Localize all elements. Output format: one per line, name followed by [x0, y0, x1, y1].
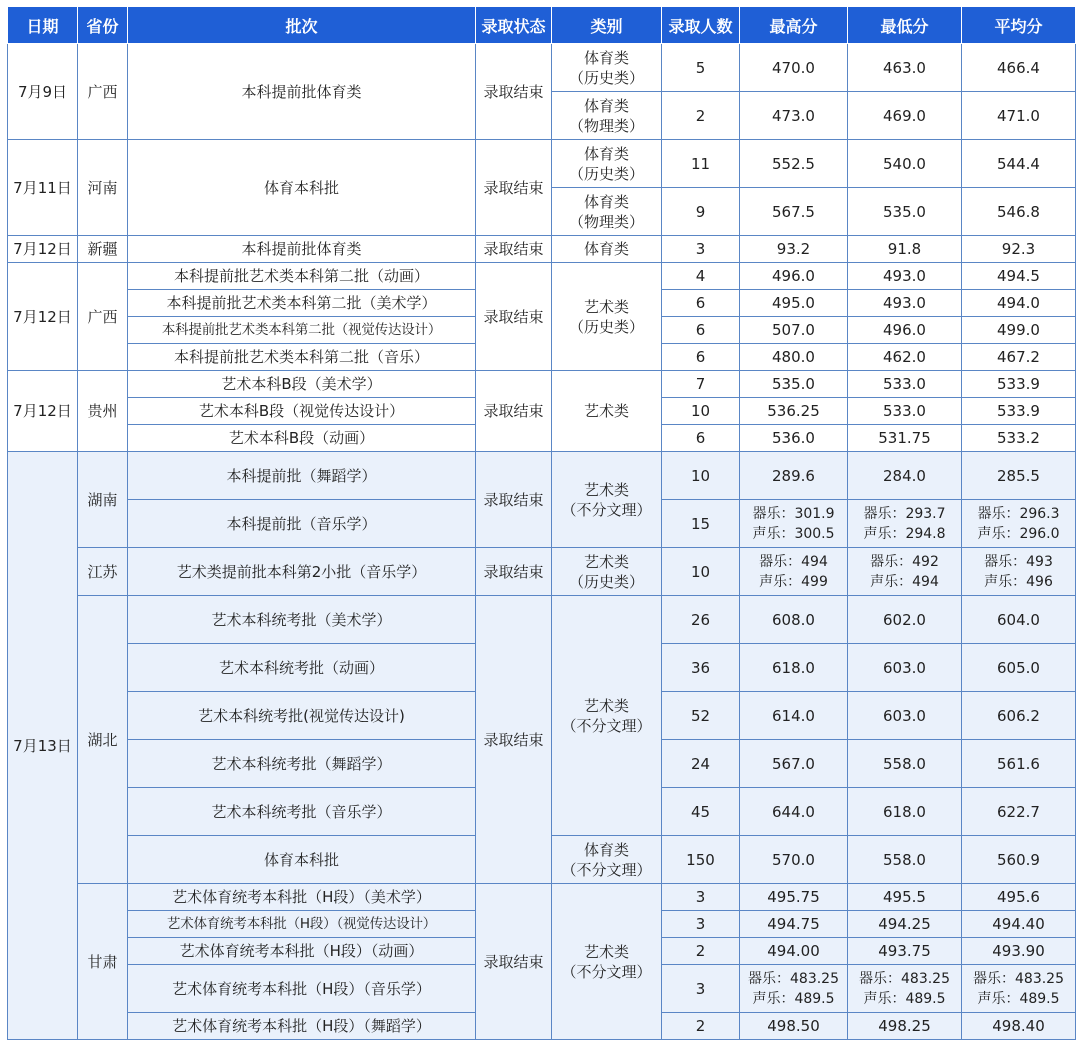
table-row [8, 263, 1076, 290]
table-cell: 3 [662, 236, 740, 263]
table-cell: 录取结束 [476, 140, 552, 236]
table-cell: 录取结束 [476, 371, 552, 452]
table-cell: 湖北 [78, 596, 128, 884]
table-cell: 艺术本科统考批（舞蹈学） [128, 740, 476, 788]
header-date: 日期 [8, 7, 78, 44]
table-cell: 10 [662, 548, 740, 596]
table-cell: 495.75 [740, 884, 848, 911]
table-cell: 7月11日 [8, 140, 78, 236]
table-cell: 10 [662, 452, 740, 500]
table-cell: 艺术本科统考批(视觉传达设计) [128, 692, 476, 740]
table-cell: 605.0 [962, 644, 1076, 692]
table-cell: 本科提前批（音乐学） [128, 500, 476, 548]
table-cell: 7月12日 [8, 236, 78, 263]
table-cell: 录取结束 [476, 236, 552, 263]
table-cell: 495.6 [962, 884, 1076, 911]
table-cell: 467.2 [962, 344, 1076, 371]
table-body [8, 44, 1076, 1040]
table-cell: 494.0 [962, 290, 1076, 317]
table-cell: 494.00 [740, 938, 848, 965]
table-cell: 艺术类提前批本科第2小批（音乐学） [128, 548, 476, 596]
table-cell: 器乐：493 声乐：496 [962, 548, 1076, 596]
table-cell: 618.0 [740, 644, 848, 692]
table-row [8, 371, 1076, 398]
table-row [8, 548, 1076, 596]
table-cell: 494.25 [848, 911, 962, 938]
table-cell: 495.5 [848, 884, 962, 911]
table-cell: 498.50 [740, 1013, 848, 1040]
table-cell: 3 [662, 911, 740, 938]
table-cell: 6 [662, 290, 740, 317]
table-cell: 2 [662, 1013, 740, 1040]
table-cell: 52 [662, 692, 740, 740]
table-cell: 604.0 [962, 596, 1076, 644]
table-cell: 体育类 （历史类） [552, 44, 662, 92]
table-cell: 494.40 [962, 911, 1076, 938]
header-admitted-count: 录取人数 [662, 7, 740, 44]
table-cell: 体育类 （物理类） [552, 92, 662, 140]
table-cell: 录取结束 [476, 596, 552, 884]
table-cell: 558.0 [848, 836, 962, 884]
table-cell: 器乐：483.25 声乐：489.5 [848, 965, 962, 1013]
table-cell: 2 [662, 92, 740, 140]
table-cell: 15 [662, 500, 740, 548]
table-cell: 体育类 （不分文理） [552, 836, 662, 884]
table-cell: 器乐：483.25 声乐：489.5 [962, 965, 1076, 1013]
table-cell: 艺术体育统考本科批（H段）（视觉传达设计） [128, 911, 476, 938]
header-province: 省份 [78, 7, 128, 44]
table-cell: 6 [662, 344, 740, 371]
table-cell: 546.8 [962, 188, 1076, 236]
table-cell: 7月13日 [8, 452, 78, 1040]
table-cell: 6 [662, 425, 740, 452]
table-cell: 录取结束 [476, 884, 552, 1040]
table-cell: 7月9日 [8, 44, 78, 140]
table-cell: 289.6 [740, 452, 848, 500]
table-cell: 540.0 [848, 140, 962, 188]
table-cell: 531.75 [848, 425, 962, 452]
table-cell: 本科提前批体育类 [128, 44, 476, 140]
table-cell: 录取结束 [476, 263, 552, 371]
table-cell: 器乐：494 声乐：499 [740, 548, 848, 596]
table-cell: 艺术本科B段（动画） [128, 425, 476, 452]
table-cell: 36 [662, 644, 740, 692]
table-cell: 贵州 [78, 371, 128, 452]
table-cell: 体育类 （历史类） [552, 140, 662, 188]
table-cell: 3 [662, 884, 740, 911]
table-cell: 536.0 [740, 425, 848, 452]
table-cell: 493.0 [848, 290, 962, 317]
table-cell: 533.9 [962, 398, 1076, 425]
header-batch: 批次 [128, 7, 476, 44]
table-cell: 535.0 [848, 188, 962, 236]
table-cell: 567.0 [740, 740, 848, 788]
table-cell: 26 [662, 596, 740, 644]
table-cell: 艺术本科B段（美术学） [128, 371, 476, 398]
table-row [8, 884, 1076, 911]
table-cell: 544.4 [962, 140, 1076, 188]
table-cell: 4 [662, 263, 740, 290]
table-cell: 570.0 [740, 836, 848, 884]
table-cell: 93.2 [740, 236, 848, 263]
table-cell: 462.0 [848, 344, 962, 371]
table-cell: 608.0 [740, 596, 848, 644]
table-cell: 器乐：492 声乐：494 [848, 548, 962, 596]
table-cell: 493.0 [848, 263, 962, 290]
table-cell: 2 [662, 938, 740, 965]
table-cell: 器乐：293.7 声乐：294.8 [848, 500, 962, 548]
table-cell: 480.0 [740, 344, 848, 371]
table-cell: 艺术本科统考批（动画） [128, 644, 476, 692]
table-cell: 艺术类 （历史类） [552, 263, 662, 371]
table-cell: 498.40 [962, 1013, 1076, 1040]
table-cell: 艺术本科统考批（美术学） [128, 596, 476, 644]
table-cell: 493.90 [962, 938, 1076, 965]
admission-results-table [7, 6, 1076, 1040]
table-cell: 器乐：483.25 声乐：489.5 [740, 965, 848, 1013]
table-cell: 602.0 [848, 596, 962, 644]
table-cell: 本科提前批体育类 [128, 236, 476, 263]
table-cell: 495.0 [740, 290, 848, 317]
table-row [8, 596, 1076, 644]
table-cell: 473.0 [740, 92, 848, 140]
table-cell: 本科提前批艺术类本科第二批（美术学） [128, 290, 476, 317]
table-cell: 艺术体育统考本科批（H段）（动画） [128, 938, 476, 965]
table-cell: 甘肃 [78, 884, 128, 1040]
table-cell: 552.5 [740, 140, 848, 188]
table-cell: 艺术体育统考本科批（H段）（美术学） [128, 884, 476, 911]
table-cell: 560.9 [962, 836, 1076, 884]
table-cell: 器乐：301.9 声乐：300.5 [740, 500, 848, 548]
table-cell: 496.0 [740, 263, 848, 290]
table-cell: 496.0 [848, 317, 962, 344]
table-cell: 92.3 [962, 236, 1076, 263]
table-cell: 533.9 [962, 371, 1076, 398]
table-header [8, 7, 1076, 44]
table-cell: 本科提前批（舞蹈学） [128, 452, 476, 500]
table-cell: 470.0 [740, 44, 848, 92]
table-cell: 558.0 [848, 740, 962, 788]
table-cell: 284.0 [848, 452, 962, 500]
header-status: 录取状态 [476, 7, 552, 44]
table-cell: 7 [662, 371, 740, 398]
table-cell: 561.6 [962, 740, 1076, 788]
table-cell: 艺术类 （不分文理） [552, 452, 662, 548]
table-cell: 644.0 [740, 788, 848, 836]
table-cell: 艺术类 （历史类） [552, 548, 662, 596]
table-cell: 广西 [78, 263, 128, 371]
table-cell: 11 [662, 140, 740, 188]
table-cell: 603.0 [848, 644, 962, 692]
table-cell: 469.0 [848, 92, 962, 140]
table-cell: 6 [662, 317, 740, 344]
table-cell: 艺术类 [552, 371, 662, 452]
header-max-score: 最高分 [740, 7, 848, 44]
table-cell: 463.0 [848, 44, 962, 92]
header-min-score: 最低分 [848, 7, 962, 44]
table-cell: 录取结束 [476, 548, 552, 596]
table-cell: 5 [662, 44, 740, 92]
table-cell: 498.25 [848, 1013, 962, 1040]
table-cell: 466.4 [962, 44, 1076, 92]
table-cell: 体育本科批 [128, 836, 476, 884]
table-cell: 622.7 [962, 788, 1076, 836]
table-cell: 艺术类 （不分文理） [552, 596, 662, 836]
table-cell: 24 [662, 740, 740, 788]
table-cell: 10 [662, 398, 740, 425]
table-cell: 艺术本科B段（视觉传达设计） [128, 398, 476, 425]
table-cell: 体育类 （物理类） [552, 188, 662, 236]
table-cell: 本科提前批艺术类本科第二批（音乐） [128, 344, 476, 371]
table-cell: 本科提前批艺术类本科第二批（动画） [128, 263, 476, 290]
table-cell: 广西 [78, 44, 128, 140]
table-row [8, 236, 1076, 263]
table-cell: 体育本科批 [128, 140, 476, 236]
table-row [8, 140, 1076, 188]
table-cell: 河南 [78, 140, 128, 236]
table-cell: 湖南 [78, 452, 128, 548]
table-cell: 536.25 [740, 398, 848, 425]
table-row [8, 44, 1076, 92]
table-cell: 499.0 [962, 317, 1076, 344]
table-cell: 新疆 [78, 236, 128, 263]
table-cell: 285.5 [962, 452, 1076, 500]
table-cell: 471.0 [962, 92, 1076, 140]
table-cell: 艺术体育统考本科批（H段）（音乐学） [128, 965, 476, 1013]
header-row [8, 7, 1076, 44]
table-cell: 494.5 [962, 263, 1076, 290]
table-cell: 器乐：296.3 声乐：296.0 [962, 500, 1076, 548]
table-cell: 507.0 [740, 317, 848, 344]
table-cell: 艺术本科统考批（音乐学） [128, 788, 476, 836]
table-cell: 535.0 [740, 371, 848, 398]
table-cell: 150 [662, 836, 740, 884]
table-cell: 录取结束 [476, 44, 552, 140]
header-avg-score: 平均分 [962, 7, 1076, 44]
header-category: 类别 [552, 7, 662, 44]
table-cell: 艺术体育统考本科批（H段）（舞蹈学） [128, 1013, 476, 1040]
table-cell: 45 [662, 788, 740, 836]
table-cell: 本科提前批艺术类本科第二批（视觉传达设计） [128, 317, 476, 344]
table-cell: 567.5 [740, 188, 848, 236]
table-cell: 91.8 [848, 236, 962, 263]
table-cell: 3 [662, 965, 740, 1013]
table-cell: 606.2 [962, 692, 1076, 740]
table-cell: 9 [662, 188, 740, 236]
table-cell: 体育类 [552, 236, 662, 263]
table-cell: 618.0 [848, 788, 962, 836]
table-cell: 614.0 [740, 692, 848, 740]
table-cell: 江苏 [78, 548, 128, 596]
table-row [8, 452, 1076, 500]
table-cell: 493.75 [848, 938, 962, 965]
table-cell: 艺术类 （不分文理） [552, 884, 662, 1040]
table-cell: 603.0 [848, 692, 962, 740]
table-cell: 494.75 [740, 911, 848, 938]
table-cell: 533.2 [962, 425, 1076, 452]
table-cell: 533.0 [848, 371, 962, 398]
table-cell: 7月12日 [8, 371, 78, 452]
table-cell: 7月12日 [8, 263, 78, 371]
table-cell: 533.0 [848, 398, 962, 425]
table-cell: 录取结束 [476, 452, 552, 548]
